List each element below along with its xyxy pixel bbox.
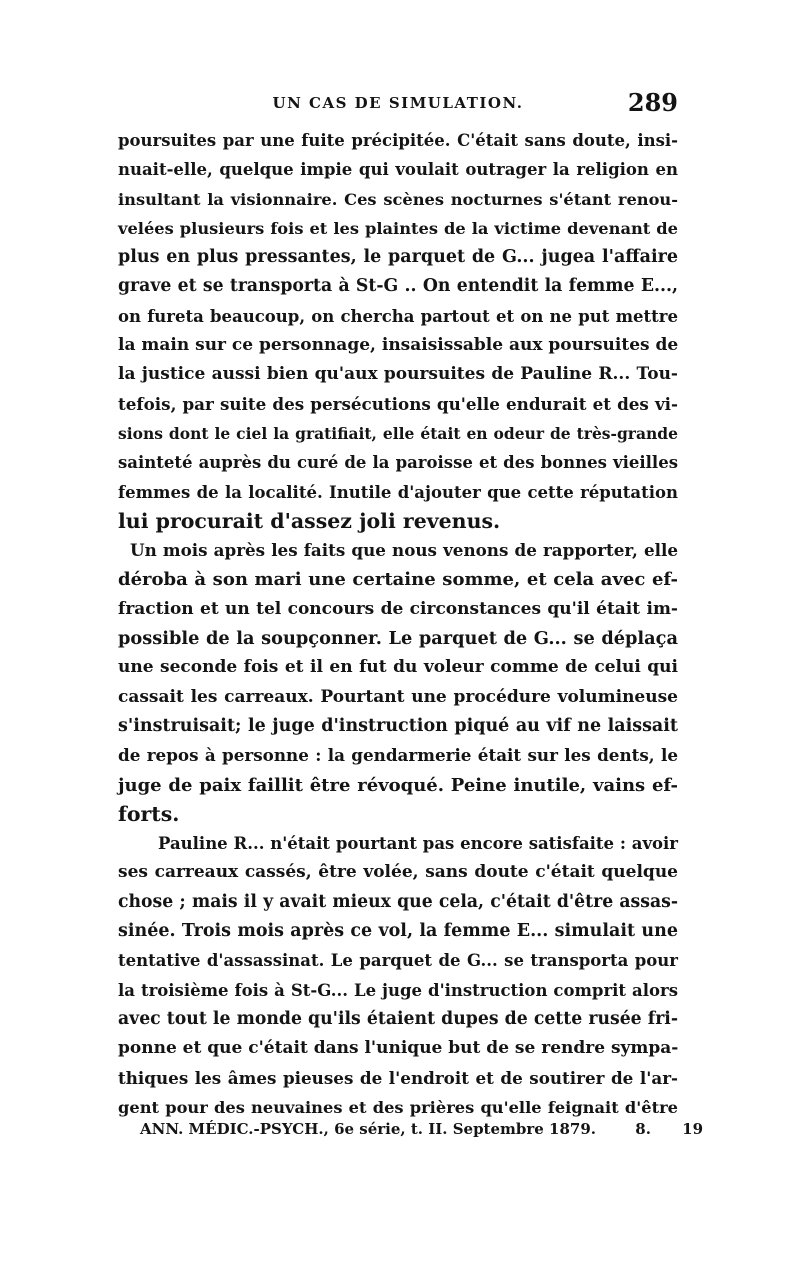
footer-source: ANN. MÉDIC.-PSYCH., 6e série, t. II. Septembre 1879. [140, 1120, 597, 1138]
text-line: forts. [118, 801, 180, 826]
text-line: avec tout le monde qu'ils étaient dupes de cette rusée fri- [118, 1008, 678, 1029]
text-line: Un mois après les faits que nous venons de rapporter, elle [130, 540, 678, 561]
text-line: déroba à son mari une certaine somme, et cela avec ef- [118, 569, 678, 591]
text-line: nuait-elle, quelque impie qui voulait outrager la religion en [118, 160, 678, 180]
text-line: la main sur ce personnage, insaisissable aux poursuites de [118, 335, 679, 356]
text-line: ses carreaux cassés, être volée, sans doute c'était quelque [118, 862, 678, 883]
text-line: s'instruisait; le juge d'instruction piqué au vif ne laissait [118, 715, 678, 736]
text-line: sinée. Trois mois après ce vol, la femme E... simulait une [118, 921, 678, 942]
text-line: la troisième fois à St-G... Le juge d'instruction comprit alors [118, 980, 678, 1000]
page-number: 289 [627, 88, 678, 117]
text-line: chose ; mais il y avait mieux que cela, c'était d'être assas- [118, 891, 678, 912]
text-line: sainteté auprès du curé de la paroisse et des bonnes vieilles [118, 453, 678, 473]
text-line: velées plusieurs fois et les plaintes de la victime devenant de [118, 218, 678, 238]
text-line: Pauline R... n'était pourtant pas encore satisfaite : avoir [158, 834, 678, 854]
text-line: fraction et un tel concours de circonstances qu'il était im- [118, 598, 678, 619]
text-line: ponne et que c'était dans l'unique but de se rendre sympa- [118, 1038, 679, 1059]
text-line: femmes de la localité. Inutile d'ajouter que cette réputation [118, 482, 678, 502]
text-line: tentative d'assassinat. Le parquet de G... se transporta pour [118, 951, 678, 971]
text-line: la justice aussi bien qu'aux poursuites de Pauline R... Tou- [118, 364, 678, 385]
text-line: une seconde fois et il en fut du voleur comme de celui qui [118, 657, 678, 678]
text-line: de repos à personne : la gendarmerie était sur les dents, le [118, 745, 678, 766]
text-line: insultant la visionnaire. Ces scènes nocturnes s'étant renou- [118, 189, 678, 209]
paragraph-3 [118, 829, 678, 1122]
text-line: lui procurait d'assez joli revenus. [118, 508, 501, 533]
text-line: poursuites par une fuite précipitée. C'était sans doute, insi- [118, 131, 678, 150]
text-line: grave et se transporta à St-G .. On entendit la femme E..., [118, 276, 678, 297]
footer-sheet-number: 19 [682, 1120, 704, 1138]
running-title: UN CAS DE SIMULATION. [272, 94, 524, 112]
text-line: gent pour des neuvaines et des prières qu'elle feignait d'être [118, 1097, 678, 1117]
running-head [118, 88, 678, 118]
text-line: tefois, par suite des persécutions qu'elle endurait et des vi- [118, 393, 678, 414]
text-line: cassait les carreaux. Pourtant une procédure volumineuse [118, 686, 678, 707]
text-line: on fureta beaucoup, on chercha partout et on ne put mettre [118, 306, 678, 326]
text-line: sions dont le ciel la gratifiait, elle était en odeur de très-grande [118, 423, 678, 443]
page-footer [140, 1120, 704, 1138]
paragraph-1 [118, 126, 678, 536]
body-text [118, 126, 678, 1122]
text-line: juge de paix faillit être révoqué. Peine inutile, vains ef- [118, 774, 678, 796]
text-line: possible de la soupçonner. Le parquet de G... se déplaça [118, 628, 678, 650]
text-line: thiques les âmes pieuses de l'endroit et de soutirer de l'ar- [118, 1067, 678, 1088]
footer-signature: 8. [635, 1120, 651, 1138]
paragraph-2 [118, 536, 678, 829]
text-line: plus en plus pressantes, le parquet de G... jugea l'affaire [118, 247, 678, 268]
